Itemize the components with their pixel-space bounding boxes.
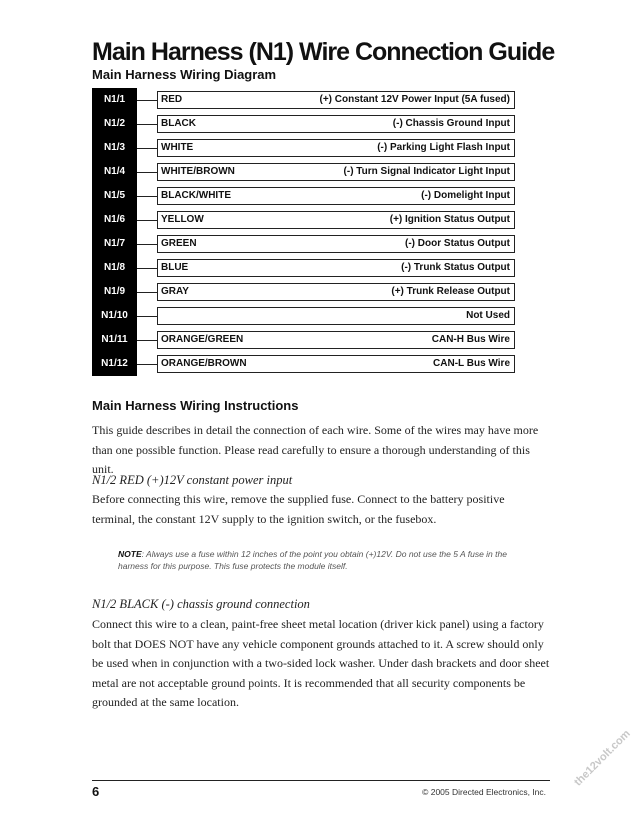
- wire-function: CAN-H Bus Wire: [431, 334, 510, 345]
- pin-label: N1/7: [103, 238, 126, 249]
- black-wire-heading: N1/2 BLACK (-) chassis ground connection: [92, 597, 310, 611]
- instructions-heading: Main Harness Wiring Instructions: [92, 398, 299, 413]
- wire-row: [92, 211, 520, 229]
- wire-box: [157, 91, 515, 109]
- wire-row: [92, 307, 520, 325]
- wire-box: [157, 235, 515, 253]
- wire-box: [157, 259, 515, 277]
- pin-label: N1/11: [101, 334, 128, 345]
- wire-connector-line: [137, 148, 157, 149]
- wire-function: (-) Domelight Input: [421, 190, 510, 201]
- wire-function: Not Used: [466, 310, 510, 321]
- wire-connector-line: [137, 364, 157, 365]
- wire-box: [157, 355, 515, 373]
- wire-color: WHITE/BROWN: [161, 166, 235, 177]
- wire-function: (-) Door Status Output: [405, 238, 510, 249]
- red-wire-body: Before connecting this wire, remove the supplied fuse. Connect to the battery positive terminal, the constant 12V supply to the ignition switch, or the fusebox.: [92, 492, 505, 526]
- instructions-intro: This guide describes in detail the connection of each wire. Some of the wires may have more than one possible function. Please read carefully to ensure a thorough understanding of this unit.: [92, 423, 539, 476]
- wire-box: [157, 307, 515, 325]
- wire-function: (+) Constant 12V Power Input (5A fused): [319, 94, 510, 105]
- wire-row: [92, 235, 520, 253]
- wire-color: ORANGE/GREEN: [161, 334, 244, 345]
- wire-connector-line: [137, 196, 157, 197]
- wire-connector-line: [137, 244, 157, 245]
- wire-connector-line: [137, 124, 157, 125]
- pin-label: N1/3: [103, 142, 126, 153]
- wire-row: [92, 355, 520, 373]
- fuse-note: [118, 548, 538, 572]
- wire-connector-line: [137, 220, 157, 221]
- wire-box: [157, 331, 515, 349]
- pin-label: N1/10: [101, 310, 128, 321]
- pin-label: N1/4: [103, 166, 126, 177]
- diagram-title: Main Harness Wiring Diagram: [92, 67, 277, 82]
- wire-row: [92, 163, 520, 181]
- pin-label: N1/1: [103, 94, 126, 105]
- wire-row: [92, 331, 520, 349]
- wire-function: (-) Parking Light Flash Input: [377, 142, 510, 153]
- wire-color: GREEN: [161, 238, 197, 249]
- pin-label: N1/2: [103, 118, 126, 129]
- wire-function: (-) Chassis Ground Input: [392, 118, 510, 129]
- wire-function: (+) Ignition Status Output: [389, 214, 510, 225]
- wire-color: RED: [161, 94, 183, 105]
- note-label: NOTE: [118, 549, 142, 559]
- wire-color: YELLOW: [161, 214, 204, 225]
- wire-connector-line: [137, 268, 157, 269]
- wire-function: (+) Trunk Release Output: [391, 286, 510, 297]
- wire-function: (-) Turn Signal Indicator Light Input: [343, 166, 510, 177]
- wire-box: [157, 163, 515, 181]
- note-text: : Always use a fuse within 12 inches of the point you obtain (+)12V. Do not use the 5 A fuse in the harness for this purpose. This fuse protects the module itself.: [118, 549, 507, 571]
- pin-label: N1/5: [103, 190, 126, 201]
- wire-color: BLACK: [161, 118, 196, 129]
- wire-connector-line: [137, 172, 157, 173]
- wire-color: GRAY: [161, 286, 189, 297]
- wire-connector-line: [137, 316, 157, 317]
- watermark: the12volt.com: [572, 727, 633, 789]
- wire-color: ORANGE/BROWN: [161, 358, 247, 369]
- wire-color: WHITE: [161, 142, 194, 153]
- wire-connector-line: [137, 100, 157, 101]
- pin-label: N1/6: [103, 214, 126, 225]
- wire-box: [157, 187, 515, 205]
- wire-color: BLACK/WHITE: [161, 190, 231, 201]
- wire-connector-line: [137, 340, 157, 341]
- wire-row: [92, 187, 520, 205]
- page-title: Main Harness (N1) Wire Connection Guide: [92, 38, 555, 66]
- wire-row: [92, 283, 520, 301]
- wire-box: [157, 139, 515, 157]
- wire-box: [157, 283, 515, 301]
- red-wire-heading: N1/2 RED (+)12V constant power input: [92, 473, 293, 487]
- black-wire-body: Connect this wire to a clean, paint-free sheet metal location (driver kick panel) using a factory bolt that DOES NOT have any vehicle component grounds attached to it. A screw should only be used when in conjunction with a two-sided lock washer. Under dash brackets and door sheet metal are not acceptable ground points. It is recommended that all security components be grounded at the same location.: [92, 617, 550, 709]
- wiring-diagram: [92, 88, 520, 376]
- wire-row: [92, 115, 520, 133]
- wire-box: [157, 115, 515, 133]
- wire-color: BLUE: [161, 262, 189, 273]
- page-number: 6: [92, 784, 100, 799]
- wire-row: [92, 91, 520, 109]
- copyright: © 2005 Directed Electronics, Inc.: [422, 787, 546, 797]
- footer-divider: [92, 780, 550, 781]
- wire-row: [92, 259, 520, 277]
- wire-function: (-) Trunk Status Output: [401, 262, 510, 273]
- pin-label: N1/12: [101, 358, 128, 369]
- pin-label: N1/8: [103, 262, 126, 273]
- wire-box: [157, 211, 515, 229]
- wire-row: [92, 139, 520, 157]
- pin-label: N1/9: [103, 286, 126, 297]
- wire-function: CAN-L Bus Wire: [433, 358, 510, 369]
- wire-connector-line: [137, 292, 157, 293]
